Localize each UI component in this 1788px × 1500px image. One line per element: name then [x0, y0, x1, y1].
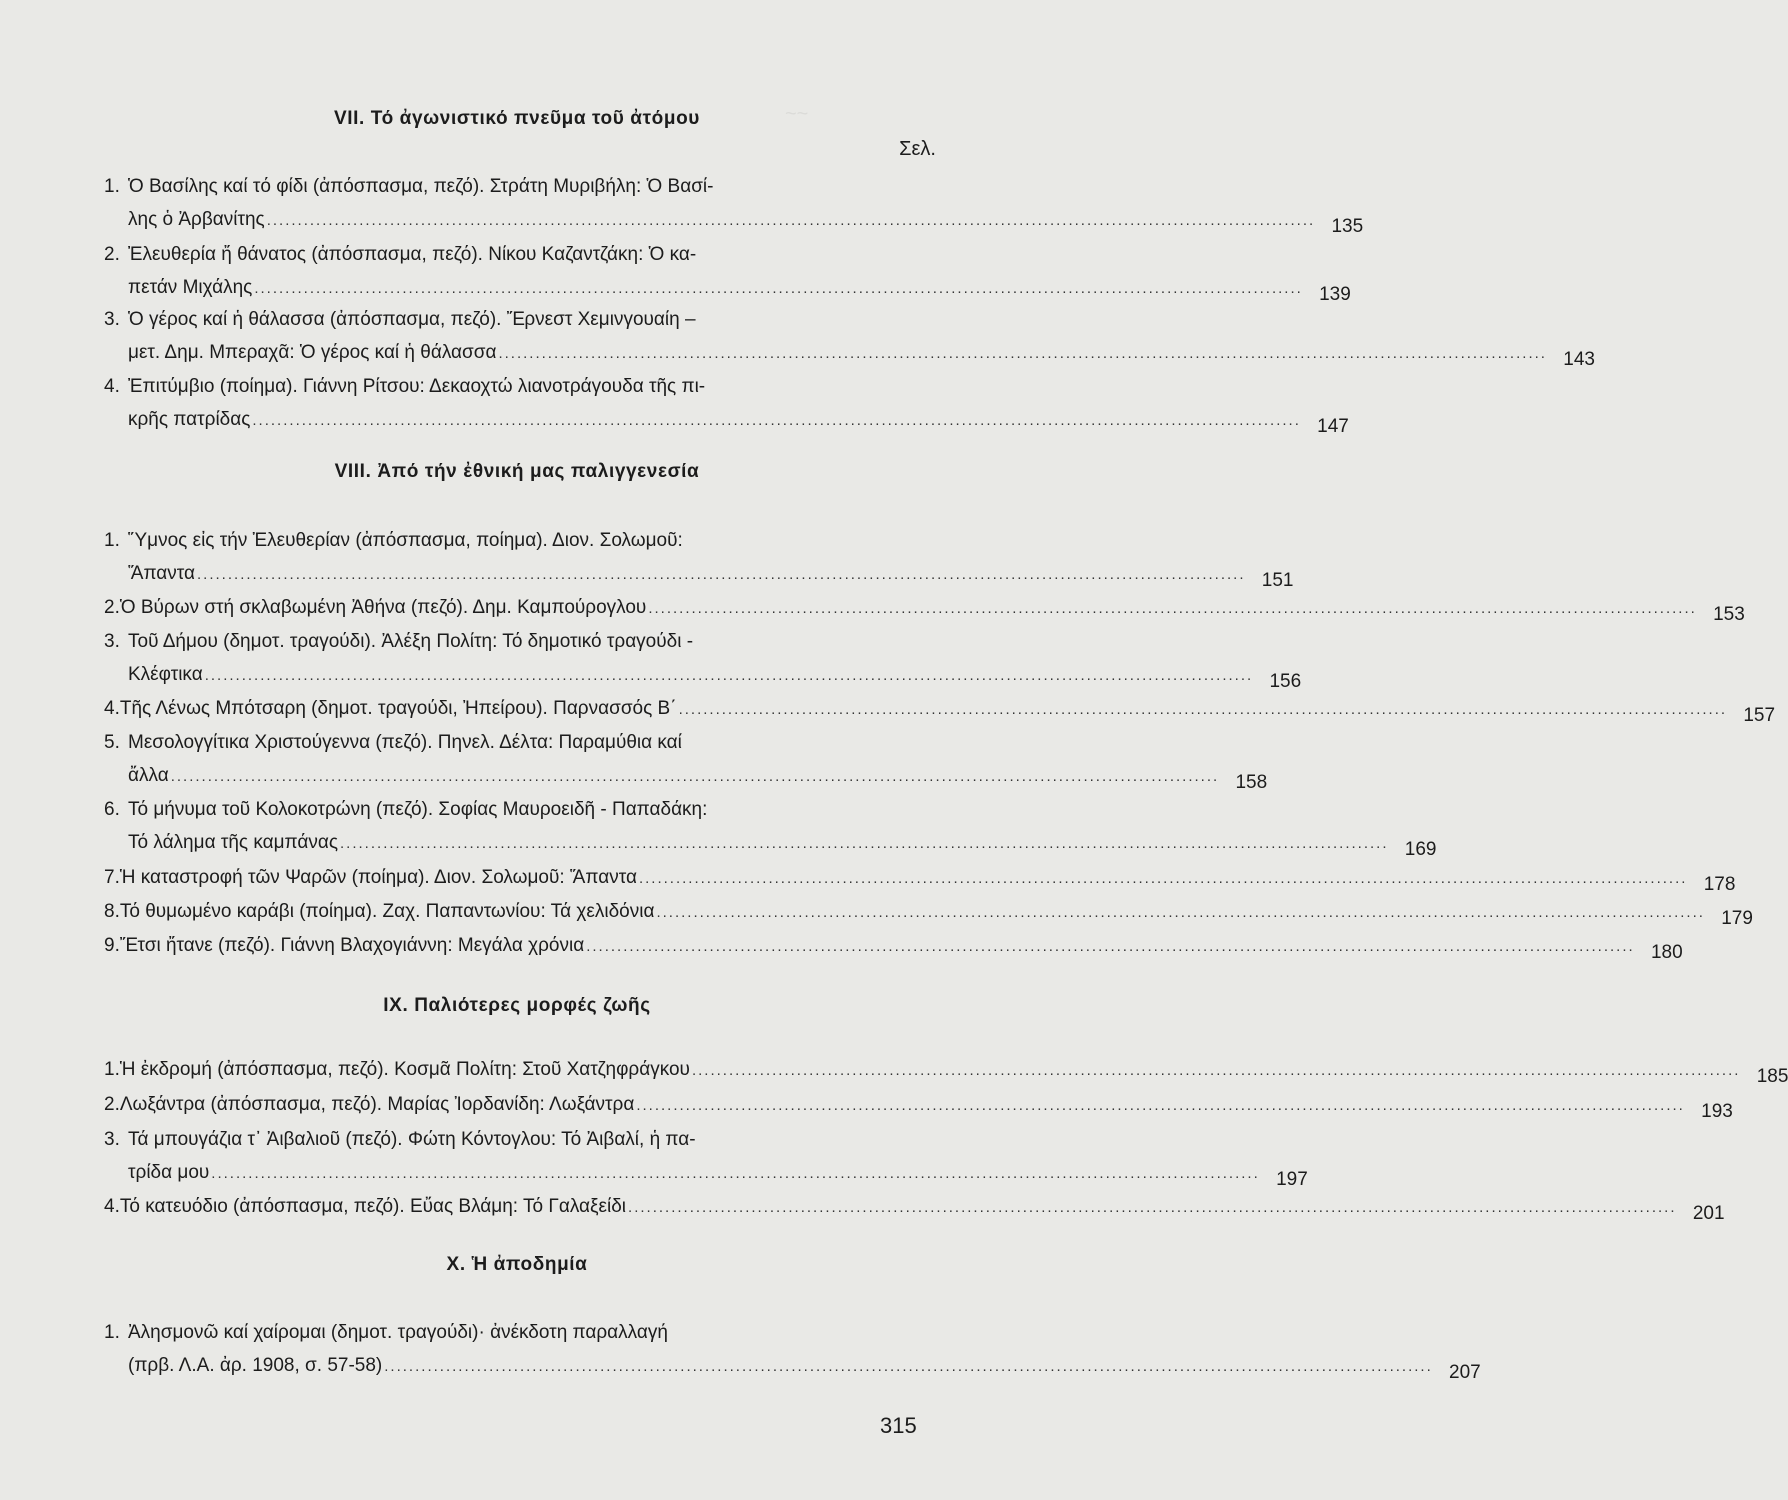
- entry-text: Ὁ Βασίλης καί τό φίδι (ἀπόσπασμα, πεζό). Στράτη Μυριβήλη: Ὁ Βασί-: [128, 176, 714, 197]
- entry-page-number: 207: [1449, 1362, 1481, 1383]
- entry-page-number: 156: [1269, 671, 1302, 692]
- entry-page-number: 151: [1261, 570, 1294, 591]
- entry-text: Τῆς Λένως Μπότσαρη (δημοτ. τραγούδι, Ἠπείρου). Παρνασσός Β΄: [119, 698, 677, 719]
- entry-text: Τό θυμωμένο καράβι (ποίημα). Ζαχ. Παπαντωνίου: Τά χελιδόνια: [119, 901, 655, 922]
- entry-text: Ἐλευθερία ἤ θάνατος (ἀπόσπασμα, πεζό). Νίκου Καζαντζάκη: Ὁ κα-: [128, 244, 697, 265]
- entry-text: Ὕμνος εἰς τήν Ἐλευθερίαν (ἀπόσπασμα, ποίημα). Διον. Σολωμοῦ:: [128, 530, 683, 551]
- entry-page-number: 139: [1319, 284, 1351, 305]
- entry-text: Ἡ ἐκδρομή (ἀπόσπασμα, πεζό). Κοσμᾶ Πολίτη: Στοῦ Χατζηφράγκου: [119, 1059, 690, 1080]
- entry-text: Ὁ γέρος καί ἡ θάλασσα (ἀπόσπασμα, πεζό). Ἔρνεστ Χεμινγουαίη –: [128, 309, 696, 330]
- entry-page-number: 201: [1692, 1203, 1725, 1224]
- entry-text-cont: (πρβ. Λ.Α. ἀρ. 1908, σ. 57-58): [128, 1355, 383, 1376]
- toc-entry[interactable]: 4. Τό κατευόδιο (ἀπόσπασμα, πεζό). Εὔας Βλάμη: Τό Γαλαξείδι .......................................................................................................................................................................... 201: [104, 1190, 930, 1224]
- toc-entry[interactable]: 2. Ἐλευθερία ἤ θάνατος (ἀπόσπασμα, πεζό). Νίκου Καζαντζάκη: Ὁ κα- πετάν Μιχάλης .......................................................................................................................................................................... 139: [104, 238, 930, 305]
- entry-page-number: 153: [1713, 604, 1745, 625]
- entry-text-cont: πετάν Μιχάλης: [128, 277, 253, 298]
- entry-page-number: 158: [1235, 772, 1268, 793]
- toc-entry[interactable]: 3. Τά μπουγάζια τ᾽ Ἀιβαλιοῦ (πεζό). Φώτη Κόντογλου: Τό Ἀιβαλί, ἡ πα- τρίδα μου .......................................................................................................................................................................... 197: [104, 1123, 930, 1190]
- entry-text-cont: τρίδα μου: [128, 1162, 210, 1183]
- toc-entry[interactable]: 2. Ὁ Βύρων στή σκλαβωμένη Ἀθήνα (πεζό). Δημ. Καμπούρογλου .......................................................................................................................................................................... 153: [104, 591, 930, 625]
- toc-entry[interactable]: 2. Λωξάντρα (ἀπόσπασμα, πεζό). Μαρίας Ἰορδανίδη: Λωξάντρα .......................................................................................................................................................................... 193: [104, 1088, 930, 1122]
- entry-page-number: 193: [1701, 1101, 1733, 1122]
- toc-entry[interactable]: 9. Ἔτσι ἤτανε (πεζό). Γιάννη Βλαχογιάννη: Μεγάλα χρόνια .......................................................................................................................................................................... 180: [104, 929, 930, 963]
- entry-text: Ἐπιτύμβιο (ποίημα). Γιάννη Ρίτσου: Δεκαοχτώ λιανοτράγουδα τῆς πι-: [128, 376, 706, 397]
- entry-text-cont: κρῆς πατρίδας: [128, 409, 251, 430]
- toc-entry[interactable]: 1. Ἡ ἐκδρομή (ἀπόσπασμα, πεζό). Κοσμᾶ Πολίτη: Στοῦ Χατζηφράγκου .......................................................................................................................................................................... 185: [104, 1053, 930, 1087]
- page-number: 315: [880, 1413, 917, 1438]
- entry-page-number: 179: [1721, 908, 1753, 929]
- entry-text-cont: μετ. Δημ. Μπεραχᾶ: Ὁ γέρος καί ἡ θάλασσα: [128, 342, 497, 363]
- entry-text: Ἡ καταστροφή τῶν Ψαρῶν (ποίημα). Διον. Σολωμοῦ: Ἅπαντα: [119, 867, 637, 888]
- entry-text-cont: Κλέφτικα: [128, 664, 203, 685]
- entry-text: Λωξάντρα (ἀπόσπασμα, πεζό). Μαρίας Ἰορδανίδη: Λωξάντρα: [119, 1094, 635, 1115]
- entry-text: Τοῦ Δήμου (δημοτ. τραγούδι). Ἀλέξη Πολίτη: Τό δημοτικό τραγούδι -: [128, 631, 694, 652]
- toc-entry[interactable]: 4. Τῆς Λένως Μπότσαρη (δημοτ. τραγούδι, Ἠπείρου). Παρνασσός Β΄ .......................................................................................................................................................................... 157: [104, 692, 930, 726]
- entry-text-cont: Ἅπαντα: [128, 563, 196, 584]
- entry-text: Τό μήνυμα τοῦ Κολοκοτρώνη (πεζό). Σοφίας Μαυροειδῆ - Παπαδάκη:: [128, 799, 708, 820]
- section-title-ix: IX. Παλιότερες μορφές ζωῆς: [383, 995, 651, 1016]
- entry-page-number: 143: [1563, 349, 1595, 370]
- entry-page-number: 185: [1756, 1066, 1788, 1087]
- entry-page-number: 180: [1650, 942, 1683, 963]
- entry-text: Ἔτσι ἤτανε (πεζό). Γιάννη Βλαχογιάννη: Μεγάλα χρόνια: [119, 935, 585, 956]
- section-title-viii: VIII. Ἀπό τήν ἐθνική μας παλιγγενεσία: [334, 461, 700, 482]
- section-title-x: X. Ἡ ἀποδημία: [446, 1254, 588, 1275]
- bleed-through-decoration: ~~: [785, 103, 809, 125]
- entry-page-number: 169: [1404, 839, 1437, 860]
- toc-entry[interactable]: 7. Ἡ καταστροφή τῶν Ψαρῶν (ποίημα). Διον. Σολωμοῦ: Ἅπαντα .......................................................................................................................................................................... 178: [104, 861, 930, 895]
- section-title-vii: VII. Τό ἀγωνιστικό πνεῦμα τοῦ ἀτόμου: [334, 108, 700, 129]
- entry-text-cont: λης ὁ Ἀρβανίτης: [128, 209, 265, 230]
- toc-entry[interactable]: 1. Ὕμνος εἰς τήν Ἐλευθερίαν (ἀπόσπασμα, ποίημα). Διον. Σολωμοῦ: Ἅπαντα .......................................................................................................................................................................... 151: [104, 524, 930, 591]
- entry-text: Ἀλησμονῶ καί χαίρομαι (δημοτ. τραγούδι)· ἀνέκδοτη παραλλαγή: [128, 1322, 668, 1343]
- toc-entry[interactable]: 3. Τοῦ Δήμου (δημοτ. τραγούδι). Ἀλέξη Πολίτη: Τό δημοτικό τραγούδι - Κλέφτικα .......................................................................................................................................................................... 156: [104, 625, 930, 692]
- entry-page-number: 197: [1276, 1169, 1308, 1190]
- entry-text: Τό κατευόδιο (ἀπόσπασμα, πεζό). Εὔας Βλάμη: Τό Γαλαξείδι: [119, 1196, 627, 1217]
- toc-entry[interactable]: 1. Ἀλησμονῶ καί χαίρομαι (δημοτ. τραγούδι)· ἀνέκδοτη παραλλαγή (πρβ. Λ.Α. ἀρ. 1908, σ. 57-58) .......................................................................................................................................................................... 207: [104, 1316, 930, 1383]
- toc-entry[interactable]: 5. Μεσολογγίτικα Χριστούγεννα (πεζό). Πηνελ. Δέλτα: Παραμύθια καί ἄλλα .......................................................................................................................................................................... 158: [104, 726, 930, 793]
- toc-entry[interactable]: 8. Τό θυμωμένο καράβι (ποίημα). Ζαχ. Παπαντωνίου: Τά χελιδόνια .......................................................................................................................................................................... 179: [104, 895, 930, 929]
- entry-text: Μεσολογγίτικα Χριστούγεννα (πεζό). Πηνελ. Δέλτα: Παραμύθια καί: [128, 732, 682, 753]
- entry-page-number: 135: [1331, 216, 1364, 237]
- entry-text-cont: ἄλλα: [128, 765, 169, 786]
- toc-entry[interactable]: 6. Τό μήνυμα τοῦ Κολοκοτρώνη (πεζό). Σοφίας Μαυροειδῆ - Παπαδάκη: Τό λάλημα τῆς καμπάνας .......................................................................................................................................................................... 169: [104, 793, 930, 860]
- entry-text: Ὁ Βύρων στή σκλαβωμένη Ἀθήνα (πεζό). Δημ. Καμπούρογλου: [119, 597, 647, 618]
- entry-page-number: 157: [1743, 705, 1776, 726]
- entry-text: Τά μπουγάζια τ᾽ Ἀιβαλιοῦ (πεζό). Φώτη Κόντογλου: Τό Ἀιβαλί, ἡ πα-: [128, 1129, 696, 1150]
- entry-page-number: 178: [1703, 874, 1736, 895]
- entry-page-number: 147: [1317, 416, 1349, 437]
- entry-text-cont: Τό λάλημα τῆς καμπάνας: [128, 832, 339, 853]
- toc-entry[interactable]: 3. Ὁ γέρος καί ἡ θάλασσα (ἀπόσπασμα, πεζό). Ἔρνεστ Χεμινγουαίη – μετ. Δημ. Μπεραχᾶ: Ὁ γέρος καί ἡ θάλασσα .......................................................................................................................................................................... 143: [104, 303, 930, 370]
- page-column-header: Σελ.: [899, 138, 936, 160]
- toc-entry[interactable]: 4. Ἐπιτύμβιο (ποίημα). Γιάννη Ρίτσου: Δεκαοχτώ λιανοτράγουδα τῆς πι- κρῆς πατρίδας .......................................................................................................................................................................... 147: [104, 370, 930, 437]
- toc-entry[interactable]: 1. Ὁ Βασίλης καί τό φίδι (ἀπόσπασμα, πεζό). Στράτη Μυριβήλη: Ὁ Βασί- λης ὁ Ἀρβανίτης .......................................................................................................................................................................... 135: [104, 170, 930, 237]
